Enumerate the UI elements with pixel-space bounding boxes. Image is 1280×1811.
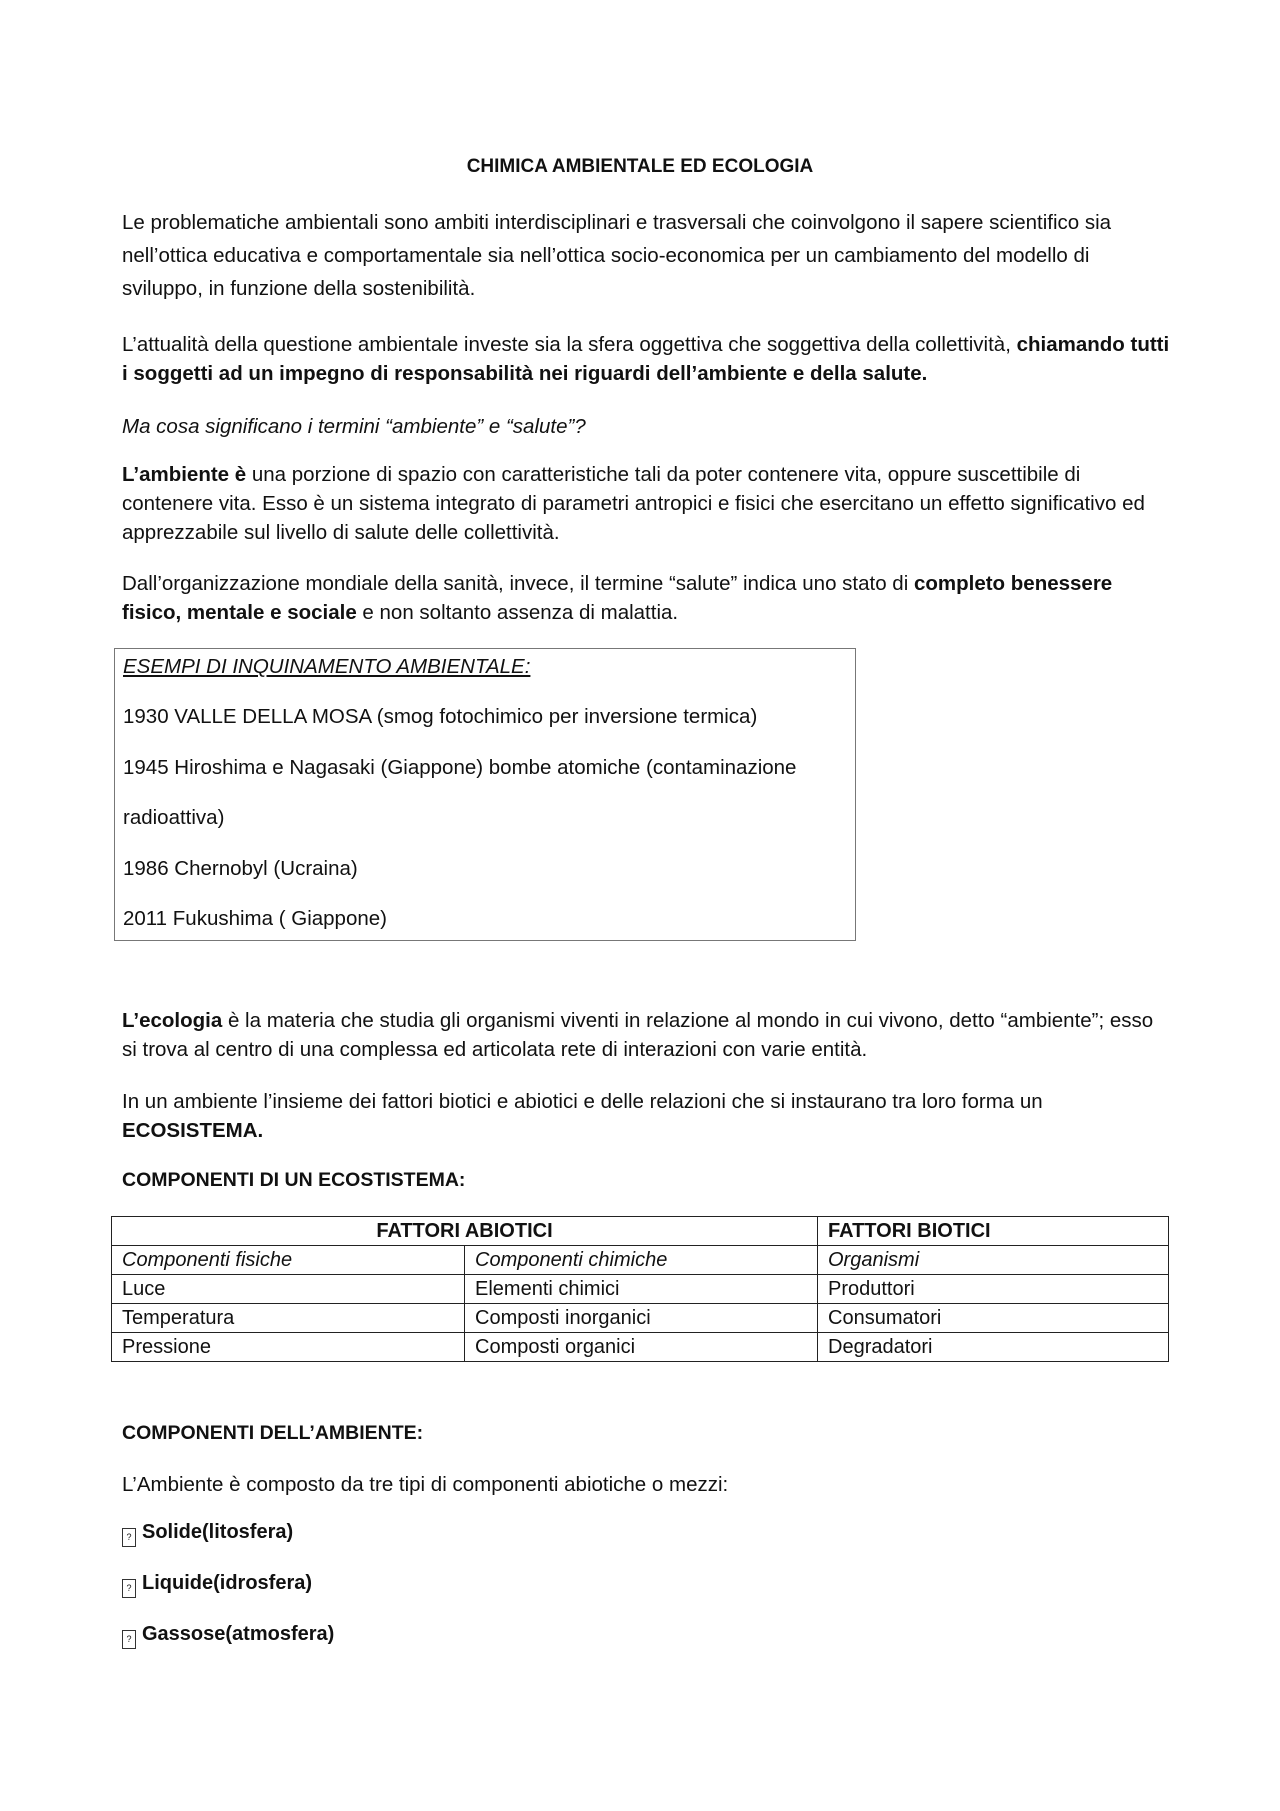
examples-box	[114, 648, 856, 941]
list-item	[122, 1623, 334, 1649]
section-heading-ecosistema: COMPONENTI DI UN ECOSTISTEMA:	[122, 1169, 466, 1191]
table-header-row	[112, 1217, 1169, 1246]
question-line: Ma cosa significano i termini “ambiente” e “salute”?	[122, 415, 586, 438]
table-cell: Temperatura	[112, 1304, 465, 1333]
paragraph-attualita	[122, 330, 1172, 388]
paragraph-intro: Le problematiche ambientali sono ambiti interdisciplinari e trasversali che coinvolgono il sapere scientifico sia nell’ottica educativa e comportamentale sia nell’ottica socio-economica per un cambiamento del modello di sviluppo, in funzione della sostenibilità.	[122, 211, 1112, 300]
example-item: 1930 VALLE DELLA MOSA (smog fotochimico per inversione termica)	[123, 705, 758, 728]
paragraph-attualita-bold: chiamando tutti i soggetti ad un impegno di responsabilità nei riguardi dell’ambiente e della salute.	[122, 333, 1170, 385]
ecosystem-table	[111, 1216, 1169, 1362]
paragraph-salute-bold: completo benessere fisico, mentale e sociale	[122, 572, 1113, 624]
table-cell: Produttori	[818, 1275, 1169, 1304]
example-item: 1945 Hiroshima e Nagasaki (Giappone) bombe atomiche (contaminazione	[123, 756, 797, 779]
paragraph-ambiente-bold: L’ambiente è	[122, 463, 247, 486]
table-subheader-row	[112, 1246, 1169, 1275]
paragraph-ecosistema-text: In un ambiente l’insieme dei fattori biotici e abiotici e delle relazioni che si instaurano tra loro forma un	[122, 1090, 1043, 1113]
paragraph-ecologia-bold: L’ecologia	[122, 1009, 223, 1032]
list-item	[122, 1521, 293, 1547]
section-heading-ambiente: COMPONENTI DELL’AMBIENTE:	[122, 1422, 424, 1444]
table-row	[112, 1304, 1169, 1333]
table-cell: Consumatori	[818, 1304, 1169, 1333]
example-item: 1986 Chernobyl (Ucraina)	[123, 857, 358, 880]
header-biotic: FATTORI BIOTICI	[818, 1217, 1169, 1246]
example-item: 2011 Fukushima ( Giappone)	[123, 907, 387, 930]
page-title: CHIMICA AMBIENTALE ED ECOLOGIA	[466, 156, 814, 177]
table-cell: Luce	[112, 1275, 465, 1304]
table-cell: Composti inorganici	[465, 1304, 818, 1333]
paragraph-salute-text1: Dall’organizzazione mondiale della sanità, invece, il termine “salute” indica uno stato di	[122, 572, 914, 595]
table-cell: Pressione	[112, 1333, 465, 1362]
example-item: radioattiva)	[123, 806, 225, 829]
paragraph-ecosistema-bold: ECOSISTEMA.	[122, 1119, 264, 1142]
table-cell: Componenti fisiche	[112, 1246, 465, 1275]
table-cell: Composti organici	[465, 1333, 818, 1362]
table-cell: Elementi chimici	[465, 1275, 818, 1304]
table-row	[112, 1275, 1169, 1304]
paragraph-salute-text2: e non soltanto assenza di malattia.	[356, 601, 679, 624]
paragraph-ecologia	[122, 1006, 1172, 1064]
missing-glyph-icon: ?	[122, 1579, 136, 1598]
list-item-label: Liquide(idrosfera)	[142, 1572, 313, 1594]
paragraph-salute	[122, 569, 1172, 627]
paragraph-ecosistema	[122, 1087, 1172, 1145]
paragraph-ecologia-text: è la materia che studia gli organismi viventi in relazione al mondo in cui vivono, detto “ambiente”; esso si trova al centro di una complessa ed articolata rete di interazioni con varie entità.	[122, 1009, 1154, 1061]
missing-glyph-icon: ?	[122, 1528, 136, 1547]
list-item-label: Gassose(atmosfera)	[142, 1623, 335, 1645]
missing-glyph-icon: ?	[122, 1630, 136, 1649]
examples-heading: ESEMPI DI INQUINAMENTO AMBIENTALE:	[123, 655, 531, 678]
paragraph-ambiente	[122, 460, 1172, 547]
table-cell: Componenti chimiche	[465, 1246, 818, 1275]
table-cell: Degradatori	[818, 1333, 1169, 1362]
header-abiotic: FATTORI ABIOTICI	[112, 1217, 818, 1246]
table-cell: Organismi	[818, 1246, 1169, 1275]
paragraph-ambiente-text: una porzione di spazio con caratteristiche tali da poter contenere vita, oppure suscettibile di contenere vita. Esso è un sistema integrato di parametri antropici e fisici che esercitano un effetto significativo ed apprezzabile sul livello di salute delle collettività.	[122, 463, 1145, 544]
table-row	[112, 1333, 1169, 1362]
paragraph-componenti: L’Ambiente è composto da tre tipi di componenti abiotiche o mezzi:	[122, 1473, 729, 1496]
paragraph-attualita-text: L’attualità della questione ambientale investe sia la sfera oggettiva che soggettiva della collettività,	[122, 333, 1011, 356]
list-item	[122, 1572, 312, 1598]
list-item-label: Solide(litosfera)	[142, 1521, 294, 1543]
